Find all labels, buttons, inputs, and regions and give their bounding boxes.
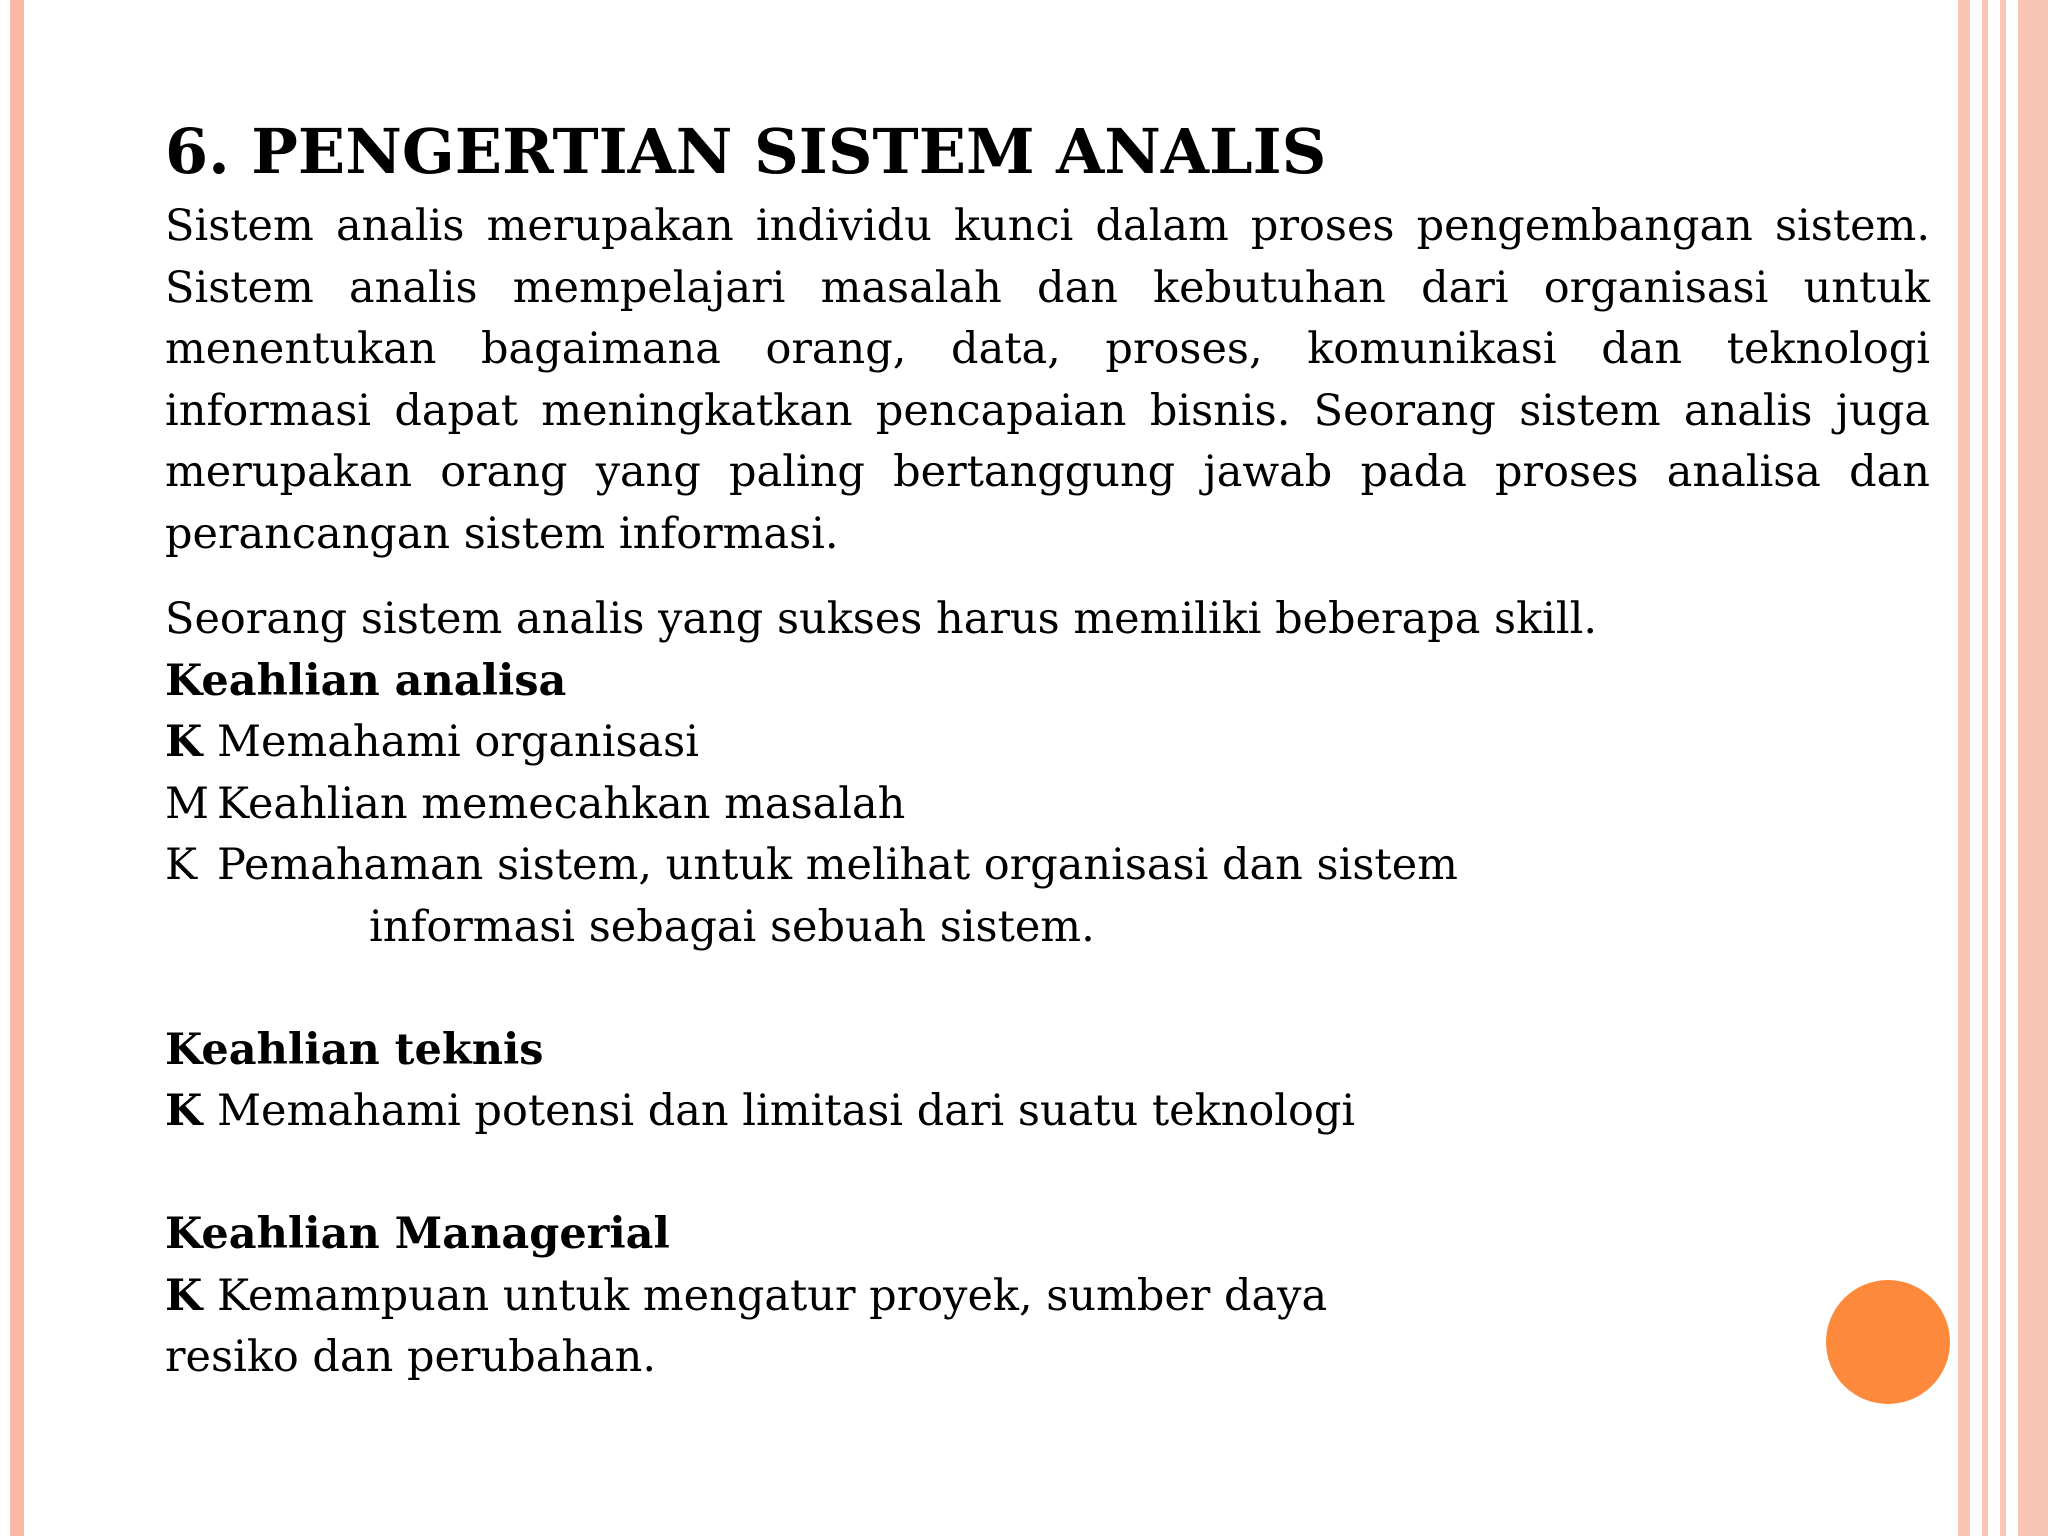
list-item — [165, 712, 1930, 774]
item-marker: K — [165, 840, 198, 890]
item-text: Memahami potensi dan limitasi dari suatu teknologi — [217, 1086, 1356, 1136]
item-text: Pemahaman sistem, untuk melihat organisasi dan sistem — [217, 840, 1458, 890]
item-marker: K — [165, 1270, 203, 1321]
item-text: Kemampuan untuk mengatur proyek, sumber daya — [217, 1270, 1328, 1321]
right-border-stripe — [1958, 0, 1970, 1536]
item-marker: M — [165, 778, 210, 829]
spacer — [165, 958, 1930, 1020]
left-border-stripe — [10, 0, 24, 1536]
right-border-line — [1982, 0, 1988, 1536]
section-heading-teknis: Keahlian teknis — [165, 1024, 544, 1075]
list-item — [165, 1081, 1930, 1143]
list-item — [165, 1266, 1930, 1328]
skills-intro: Seorang sistem analis yang sukses harus memiliki beberapa skill. — [165, 594, 1598, 644]
item-text: Memahami organisasi — [217, 717, 699, 767]
slide-content — [165, 108, 1930, 1389]
spacer — [165, 565, 1930, 589]
slide-title: 6. PENGERTIAN SISTEM ANALIS — [165, 115, 1327, 188]
item-continuation: informasi sebagai sebuah sistem. — [369, 901, 1095, 952]
item-text: Keahlian memecahkan masalah — [217, 778, 906, 829]
spacer — [165, 1143, 1930, 1205]
item-marker: K — [165, 717, 203, 767]
list-item — [165, 774, 1930, 836]
intro-paragraph: Sistem analis merupakan individu kunci dalam proses pengembangan sistem. Sistem analis mempelajari masalah dan kebutuhan dari organisasi untuk menentukan bagaimana orang, data, proses, komunikasi dan teknologi informasi dapat meningkatkan pencapaian bisnis. Seorang sistem analis juga merupakan orang yang paling bertanggung jawab pada proses analisa dan perancangan sistem informasi. — [165, 201, 1930, 559]
section-heading-analisa: Keahlian analisa — [165, 655, 567, 706]
section-heading-managerial: Keahlian Managerial — [165, 1209, 670, 1259]
item-marker: K — [165, 1086, 203, 1136]
right-border-line — [2000, 0, 2006, 1536]
item-continuation: resiko dan perubahan. — [165, 1332, 657, 1382]
list-item — [165, 835, 1930, 897]
right-border-band — [2018, 0, 2048, 1536]
